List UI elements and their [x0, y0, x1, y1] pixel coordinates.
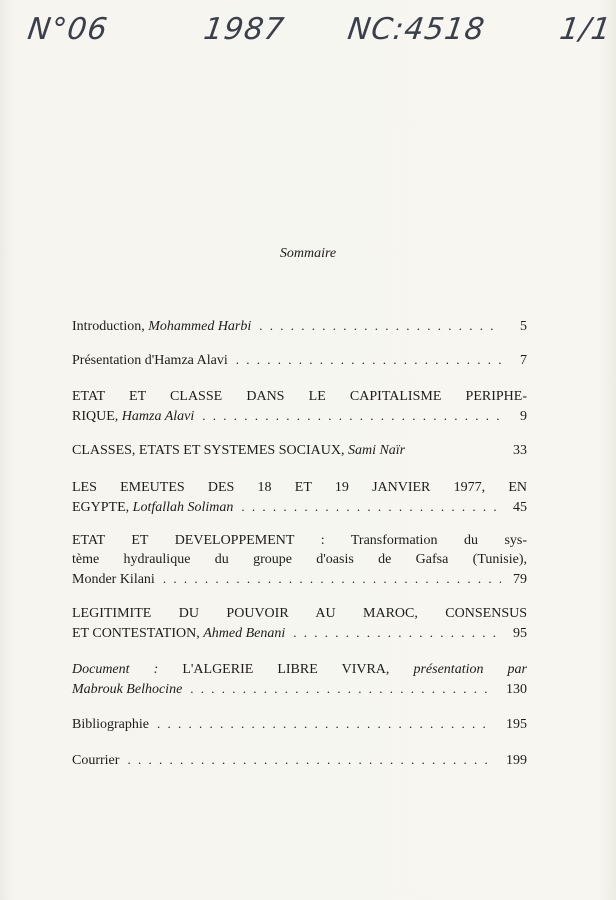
toc-entry-presentation — [72, 350, 527, 369]
leader-dots — [241, 497, 501, 516]
page-number: 95 — [513, 626, 527, 641]
entry-line: LES EMEUTES DES 18 ET 19 JANVIER 1977, EN — [72, 480, 527, 495]
entry-title: Mabrouk Belhocine — [72, 682, 183, 697]
entry-title: RIQUE, — [72, 409, 119, 424]
entry-title: EGYPTE, — [72, 500, 130, 515]
entry-author: Sami Naïr — [347, 443, 406, 458]
entry-title: Courrier — [72, 753, 120, 768]
leader-dots — [259, 316, 501, 335]
page-number: 7 — [520, 353, 527, 368]
entry-line: ETAT ET DEVELOPPEMENT : Transformation du sys- — [72, 533, 527, 548]
page-number: 33 — [513, 443, 527, 458]
entry-title: Présentation d'Hamza Alavi — [72, 353, 228, 368]
toc-entry-classes-etats — [72, 441, 527, 460]
entry-title: Monder Kilani — [72, 572, 155, 587]
toc-entry-emeutes — [72, 478, 527, 516]
handwritten-year: 1987 — [201, 12, 287, 47]
leader-dots — [190, 679, 493, 698]
toc-entry-developpement — [72, 531, 527, 588]
leader-dots — [293, 623, 501, 642]
entry-line: L'ALGERIE LIBRE VIVRA, — [182, 662, 390, 677]
entry-line: tème hydraulique du groupe d'oasis de Gafsa (Tunisie), — [72, 552, 527, 567]
entry-title: ET CONTESTATION, — [72, 626, 200, 641]
toc-entry-bibliographie — [72, 714, 527, 733]
page-number: 9 — [520, 409, 527, 424]
leader-dots — [157, 714, 493, 733]
page-number: 79 — [513, 572, 527, 587]
page-number: 199 — [506, 753, 527, 768]
toc-entry-legitimite — [72, 604, 527, 642]
entry-line-tail: présentation par — [413, 662, 527, 677]
entry-line: LEGITIMITE DU POUVOIR AU MAROC, CONSENSUS — [72, 606, 527, 621]
toc-entry-document — [72, 660, 527, 698]
entry-author: Hamza Alavi — [121, 409, 195, 424]
entry-author: Mohammed Harbi — [148, 319, 252, 334]
toc-entry-etat-classe — [72, 387, 527, 425]
page-number: 45 — [513, 500, 527, 515]
leader-dots — [202, 406, 501, 425]
entry-author: Ahmed Benani — [203, 626, 286, 641]
page-number: 130 — [506, 682, 527, 697]
handwritten-fraction: 1/1 — [557, 12, 614, 47]
entry-line: ETAT ET CLASSE DANS LE CAPITALISME PERIPHE- — [72, 389, 527, 404]
entry-title: Bibliographie — [72, 717, 149, 732]
page-title: Sommaire — [279, 246, 337, 261]
leader-dots — [163, 569, 501, 588]
entry-title: CLASSES, ETATS ET SYSTEMES SOCIAUX, — [72, 443, 345, 458]
toc-entry-introduction — [72, 316, 527, 335]
page-number: 5 — [520, 319, 527, 334]
page-number: 195 — [506, 717, 527, 732]
entry-author: Lotfallah Soliman — [132, 500, 234, 515]
handwritten-nc: NC:4518 — [345, 12, 488, 47]
handwritten-number: N°06 — [25, 12, 111, 47]
entry-title: Introduction, — [72, 319, 145, 334]
entry-label: Document : — [72, 662, 159, 677]
leader-dots — [236, 350, 501, 369]
leader-dots — [127, 750, 493, 769]
toc-entry-courrier — [72, 750, 527, 769]
